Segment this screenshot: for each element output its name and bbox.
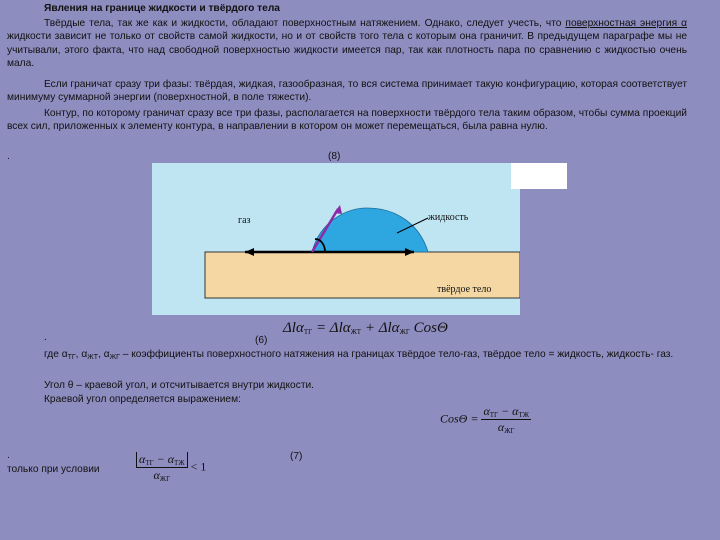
liquid-drop — [312, 208, 428, 252]
cos-formula: CosΘ = $\alpha_{ТГ} - \alpha_{ТЖ}$ $\alpha_{ЖГ}$ — [440, 404, 530, 435]
surface-energy-link[interactable]: поверхностная энергия α — [565, 18, 687, 29]
gas-label: газ — [238, 215, 251, 226]
condition-text: только при условии — [7, 464, 100, 475]
paragraph-text: Твёрдые тела, так же как и жидкости, обладают поверхностным натяжением. Однако, следует учесть, что — [44, 18, 566, 29]
equation-number-6: (6) — [255, 335, 268, 346]
paragraph-contour: Контур, по которому граничат сразу все три фазы, располагается на поверхности твёрдого тела таким образом, чтобы сумма проекций всех сил, приложенных к элементу контура, в направлении в котором он может перемещаться, была равна нулю. — [7, 108, 687, 133]
list-dot: . — [44, 332, 47, 343]
white-box — [511, 163, 567, 189]
equation-number-8: (8) — [328, 151, 341, 162]
wetting-diagram — [152, 163, 520, 315]
solid-label: твёрдое тело — [437, 284, 492, 295]
list-dot: . — [7, 450, 10, 461]
liquid-label: жидкость — [428, 212, 469, 223]
expression-intro: Краевой угол определяется выражением: — [44, 394, 241, 405]
formula-6: Δlα$_{ТГ}$ = Δlα$_{ЖТ}$ + Δlα$_{ЖГ}$ CosΘ — [283, 320, 448, 336]
equation-number-7: (7) — [290, 451, 303, 462]
paragraph-surface-tension — [7, 17, 687, 71]
paragraph-text: жидкости зависит не только от свойств самой жидкости, но и от свойств того тела с которым она граничит. В предыдущем параграфе мы не учитывали, этого факта, что над свободной поверхностью жидкости имеется пар, так как плотность пара по сравнению с жидкостью очень мала. — [7, 31, 687, 70]
contact-angle-text: Угол θ – краевой угол, и отсчитывается внутри жидкости. — [44, 380, 315, 391]
coefficients-description: где $\alpha_{ТГ}$, $\alpha_{ЖТ}$, $\alpha_{ЖГ}$ – коэффициенты поверхностного натяжения на границах твёрдое тело-газ, твёрдое тело = жидкость, жидкость- газ. — [44, 349, 674, 361]
page-title: Явления на границе жидкости и твёрдого тела — [44, 3, 280, 14]
paragraph-three-phases: Если граничат сразу три фазы: твёрдая, жидкая, газообразная, то вся система принимает такую конфигурацию, которая соответствует минимуму суммарной энергии (поверхностной, в поле тяжести). — [7, 79, 687, 104]
condition-formula: $\alpha_{ТГ} - \alpha_{ТЖ}$ $\alpha_{ЖГ}$ < 1 — [136, 452, 206, 483]
list-dot: . — [7, 151, 10, 162]
arrow-up-icon — [334, 205, 342, 214]
